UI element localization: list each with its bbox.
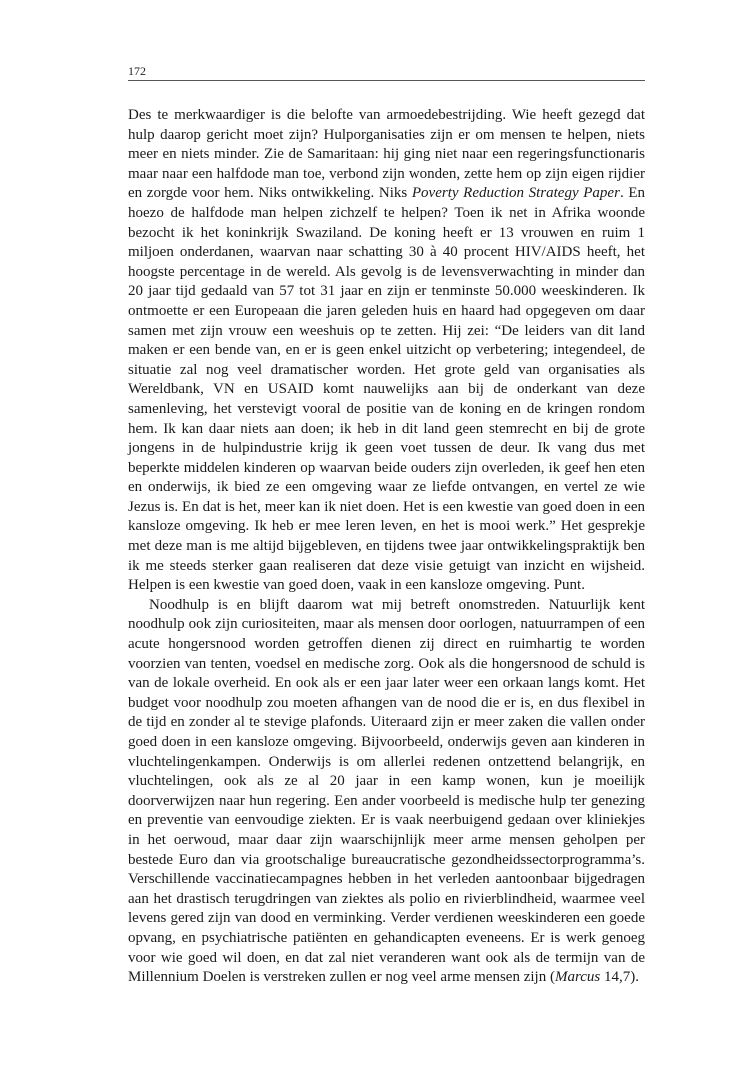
text-segment: . En hoezo de halfdode man helpen zichzelf te helpen? Toen ik net in Afrika woonde bezocht ik het koninkrijk Swaziland. De koning heeft er 13 vrouwen en ruim 1 miljoen onderdanen, waarvan naar schatting 30 à 40 procent HIV/AIDS heeft, het hoogste percentage in de wereld. Als gevolg is de levensverwachting in minder dan 20 jaar tijd gedaald van 57 tot 31 jaar en zijn er tenminste 50.000 weeskinderen. Ik ontmoette er een Europeaan die jaren geleden huis en haard had opgegeven om daar samen met zijn vrouw een weeshuis op te zetten. Hij zei: “De leiders van dit land maken er een bende van, en er is geen enkel uitzicht op verbetering; integendeel, de situatie zal nog veel dramatischer worden. Het grote geld van organisaties als Wereldbank, VN en USAID komt nauwelijks aan bij de onderkant van deze samenleving, het verstevigt vooral de positie van de koning en de kringen rondom hem. Ik kan daar niets aan doen; ik heb in dit land geen stemrecht en bij de grote jongens in de hulpindustrie krijg ik geen voet tussen de deur. Ik vang dus met beperkte middelen kinderen op waarvan beide ouders zijn overleden, ik geef hen eten en onderwijs, ik bied ze een omgeving waar ze liefde ontvangen, en vertel ze wie Jezus is. En dat is het, meer kan ik niet doen. Het is een kwestie van goed doen in een kansloze omgeving. Ik heb er mee leren leven, en het is mooi werk.” Het gesprekje met deze man is me altijd bijgebleven, en tijdens twee jaar ontwikkelingspraktijk ben ik me steeds sterker gaan realiseren dat deze visie getuigt van inzicht en wijsheid. Helpen is een kwestie van goed doen, vaak in een kansloze omgeving. Punt. (128, 185, 645, 594)
text-segment: Des te merkwaardiger is die belofte van armoedebestrijding. Wie heeft gezegd dat hulp daarop gericht moet zijn? Hulporganisaties zijn er om mensen te helpen, niets meer en niets minder. Zie de Samaritaan: hij ging niet naar een regeringsfunctionaris maar naar een halfdode man toe, verbond zijn wonden, zette hem op zijn eigen rijdier en zorgde voor hem. Niks ontwikkeling. Niks (128, 107, 645, 202)
text-segment: Noodhulp is en blijft daarom wat mij betreft onomstreden. Natuurlijk kent noodhulp ook zijn curiositeiten, maar als mensen door oorlogen, natuurrampen of een acute hongersnood worden getroffen dienen zij direct en ruimhartig te worden voorzien van tenten, voedsel en medische zorg. Ook als die hongersnood de schuld is van de lokale overheid. En ook als er een jaar later weer een orkaan langs komt. Het budget voor noodhulp zou moeten afhangen van de nood die er is, en dus flexibel in de tijd en zonder al te stevige plafonds. Uiteraard zijn er meer zaken die vallen onder goed doen in een kansloze omgeving. Bijvoorbeeld, onderwijs geven aan kinderen in vluchtelingenkampen. Onderwijs is om allerlei redenen ontzettend belangrijk, en vluchtelingen, ook als ze al 20 jaar in een kamp wonen, kun je moeilijk doorverwijzen naar hun regering. Een ander voorbeeld is medische hulp ter genezing en preventie van eenvoudige ziekten. Er is vaak neerbuigend gedaan over kliniekjes in het oerwoud, maar daar zijn waarschijnlijk meer arme mensen geholpen per bestede Euro dan via grootschalige bureaucratische gezondheidssectorprogramma’s. Verschillende vaccinatiecampagnes hebben in het verleden aantoonbaar bijgedragen aan het drastisch terugdringen van ziektes als polio en rivierblindheid, waarmee veel levens gered zijn van dood en verminking. Verder verdienen weeskinderen een goede opvang, en psychiatrische patiënten en gehandicapten eveneens. Er is werk genoeg voor wie goed wil doen, en dat zal niet veranderen want ook als de termijn van de Millennium Doelen is verstreken zullen er nog veel arme mensen zijn ( (128, 596, 645, 986)
paragraph-2 (128, 596, 645, 988)
page-number: 172 (128, 64, 146, 78)
text-segment: 14,7). (600, 969, 639, 986)
italic-reference: Marcus (554, 969, 601, 986)
header-rule (128, 80, 645, 81)
paragraph-1 (128, 106, 645, 596)
italic-title: Poverty Reduction Strategy Paper (411, 185, 620, 202)
body-text (128, 106, 645, 988)
